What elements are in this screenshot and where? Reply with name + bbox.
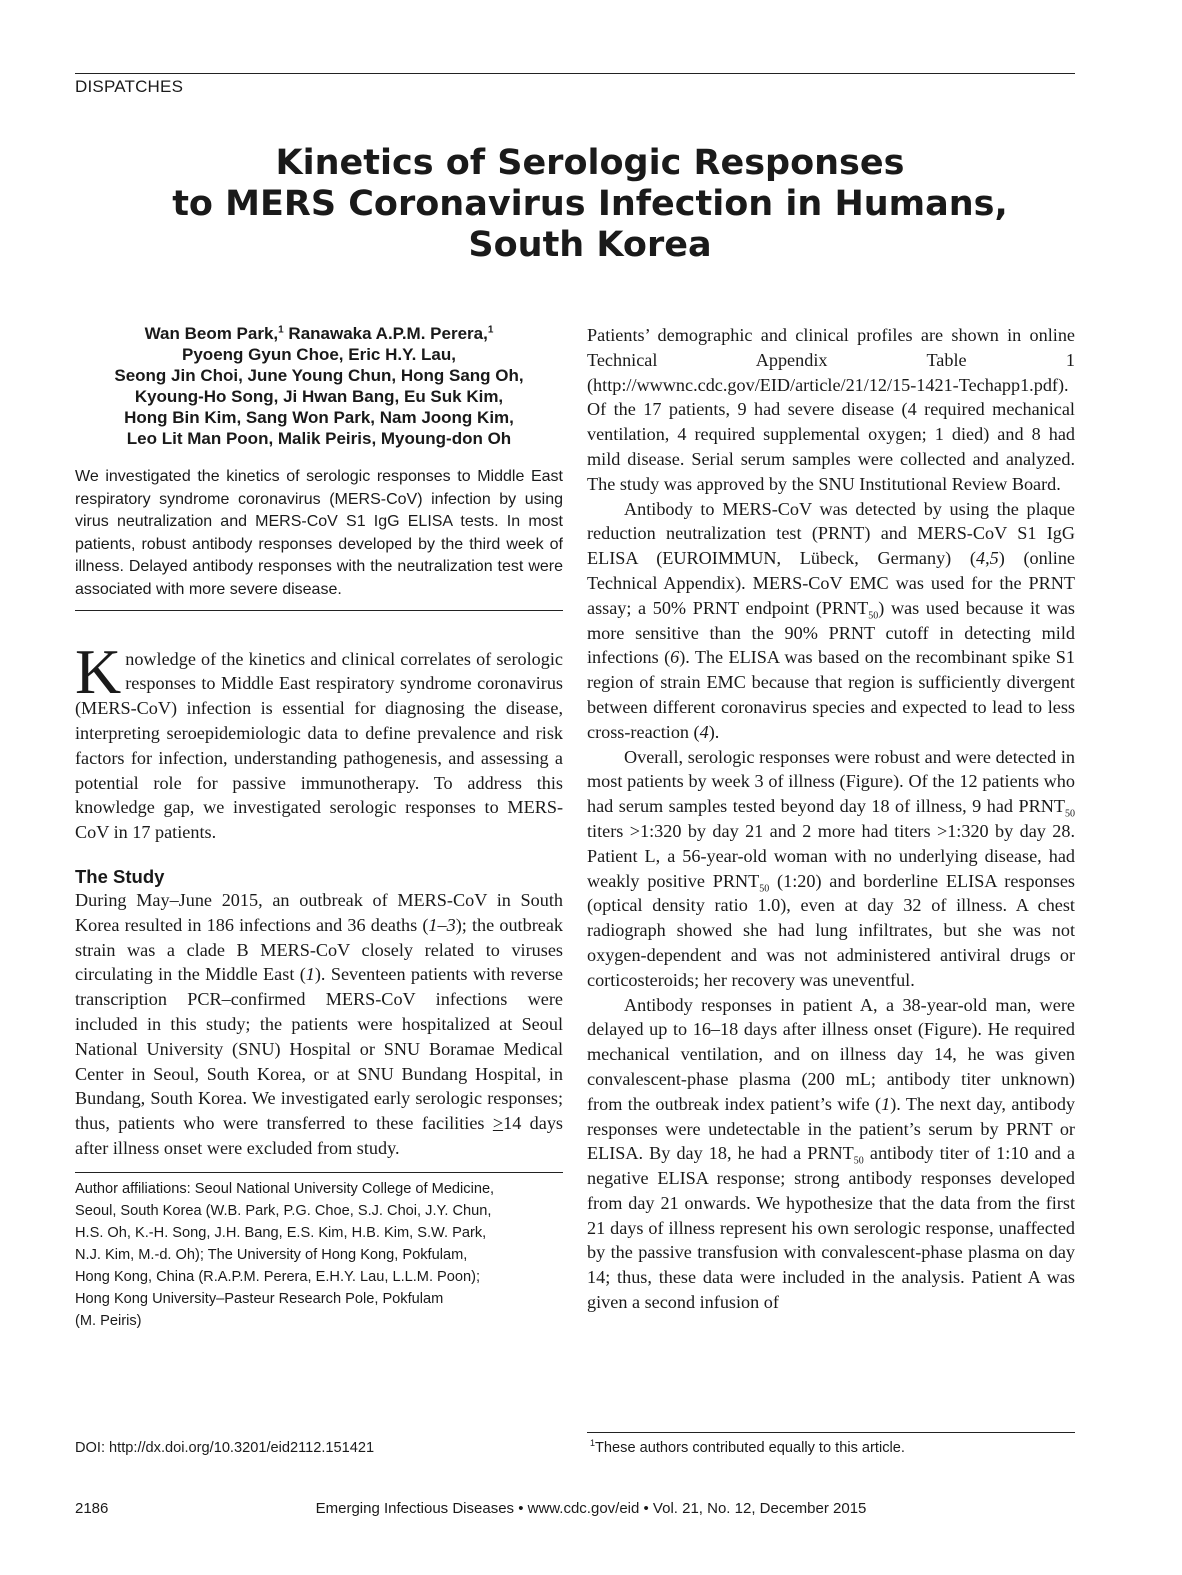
body-text: Antibody responses in patient A, a 38-year-old man, were delayed up to 16–18 days after illness onset (Figure). He required mechanical ventilation, and on illness day 14, he was given convalescent-phase plasma (200 mL; antibody titer unknown) from the outbreak index patient’s wife (	[587, 994, 1075, 1114]
author-perera: Ranawaka A.P.M. Perera,	[283, 324, 488, 343]
body-paragraph-3	[587, 745, 1075, 993]
footnote-rule	[587, 1432, 1075, 1433]
author-line-3: Seong Jin Choi, June Young Chun, Hong Sang Oh,	[114, 366, 524, 385]
affiliation-line: (M. Peiris)	[75, 1313, 142, 1330]
body-text: ). The ELISA was based on the recombinant spike S1 region of strain EMC because that region is sufficiently divergent between different coronavirus species and expected to lead to less cross-reaction (	[587, 647, 1075, 742]
drop-cap: K	[75, 635, 122, 707]
affiliation-line: N.J. Kim, M.-d. Oh); The University of Hong Kong, Pokfulam,	[75, 1246, 468, 1263]
subscript: 50	[853, 1155, 864, 1167]
body-text: ) (online Technical Appendix). MERS-CoV EMC was used for the PRNT assay; a 50% PRNT endpoint (PRNT	[587, 548, 1075, 618]
study-text-c: ). Seventeen patients with reverse transcription PCR–confirmed MERS-CoV infections were included in this study; the patients were hospitalized at Seoul National University (SNU) Hospital or SNU Boramae Medical Center in Seoul, South Korea, or at SNU Bundang Hospital, in Bundang, South Korea. We investigated early serologic responses; thus, patients who were transferred to these facilities	[75, 964, 564, 1134]
affiliation-line: Author affiliations: Seoul National University College of Medicine,	[75, 1180, 495, 1197]
journal-footer: Emerging Infectious Diseases • www.cdc.gov/eid • Vol. 21, No. 12, December 2015	[315, 1500, 867, 1517]
greater-equal-sign: >	[492, 1113, 504, 1134]
right-column	[587, 323, 1075, 1315]
body-paragraph-2	[587, 497, 1075, 745]
body-text: Overall, serologic responses were robust and were detected in most patients by week 3 of illness (Figure). Of the 12 patients who had serum samples tested beyond day 18 of illness, 9 had PRNT	[587, 746, 1075, 817]
reference-link[interactable]: 4	[975, 548, 986, 569]
page-number: 2186	[75, 1500, 109, 1517]
title-line-2: to MERS Coronavirus Infection in Humans,	[172, 184, 1008, 224]
author-line-2: Pyoeng Gyun Choe, Eric H.Y. Lau,	[182, 345, 456, 364]
author-affiliations	[75, 1178, 563, 1333]
author-line-6: Leo Lit Man Poon, Malik Peiris, Myoung-don Oh	[126, 429, 512, 448]
study-text-d: 14 days after illness onset were excluded from study.	[75, 1113, 563, 1158]
reference-link[interactable]: 1	[305, 964, 315, 985]
footnote	[590, 1438, 905, 1456]
doi-link[interactable]: DOI: http://dx.doi.org/10.3201/eid2112.151421	[75, 1440, 375, 1456]
intro-text: nowledge of the kinetics and clinical correlates of serologic responses to Middle East respiratory syndrome coronavirus (MERS-CoV) infection is essential for diagnosing the disease, interpreting seroepidemiologic data to define prevalence and risk factors for infection, understanding pathogenesis, and assessing a potential role for passive immunotherapy. To address this knowledge gap, we investigated serologic responses to MERS-CoV in 17 patients.	[75, 648, 563, 843]
study-paragraph	[75, 888, 563, 1161]
article-title	[90, 143, 1090, 266]
author-line-1	[75, 323, 563, 344]
abstract: We investigated the kinetics of serologic responses to Middle East respiratory syndrome coronavirus (MERS-CoV) infection by using virus neutralization and MERS-CoV S1 IgG ELISA tests. In most patients, robust antibody responses developed by the third week of illness. Delayed antibody responses with the neutralization test were associated with more severe disease.	[75, 468, 563, 598]
reference-link[interactable]: 4	[699, 721, 709, 742]
subscript: 50	[868, 610, 879, 622]
study-heading: The Study	[75, 865, 165, 887]
body-text: (1:20) and borderline ELISA responses (optical density ratio 1.0), even at day 32 of illness. A chest radiograph showed she had lung infiltrates, but she was not oxygen-dependent and was not administered antiviral drugs or corticosteroids; her recovery was uneventful.	[587, 870, 1075, 990]
abstract-rule	[75, 610, 563, 611]
body-paragraph-4	[587, 993, 1075, 1315]
reference-link[interactable]: 5	[989, 548, 999, 569]
study-text-b: ); the outbreak strain was a clade B MERS-CoV closely related to viruses circulating in the Middle East (	[75, 914, 563, 985]
body-text: antibody titer of 1:10 and a negative ELISA response; strong antibody responses developed from day 21 onwards. We hypothesize that the data from the first 21 days of illness represent his own serologic response, unaffected by the passive transfusion with convalescent-phase plasma on day 14; thus, these data were included in the analysis. Patient A was given a second infusion of	[587, 1143, 1075, 1313]
body-text: ). The next day, antibody responses were undetectable in the patient’s serum by PRNT or ELISA. By day 18, he had a PRNT	[587, 1093, 1076, 1164]
body-text: titers >1:320 by day 21 and 2 more had titers >1:320 by day 28. Patient L, a 56-year-old woman with no underlying disease, had weakly positive PRNT	[587, 820, 1075, 891]
intro-paragraph	[75, 635, 563, 845]
affiliation-line: Hong Kong University–Pasteur Research Pole, Pokfulam	[75, 1291, 444, 1308]
footnote-text: These authors contributed equally to this article.	[595, 1439, 905, 1456]
author-park-footnote-mark: 1	[278, 324, 284, 336]
body-paragraph-1: Patients’ demographic and clinical profiles are shown in online Technical Appendix Table 1 (http://wwwnc.cdc.gov/EID/article/21/12/15-1421-Techapp1.pdf). Of the 17 patients, 9 had severe disease (4 required mechanical ventilation, 4 required supplemental oxygen; 1 died) and 8 had mild disease. Serial serum samples were collected and analyzed. The study was approved by the SNU Institutional Review Board.	[587, 325, 1075, 494]
body-text: ,	[985, 548, 990, 569]
subscript: 50	[1065, 808, 1075, 820]
section-label: DISPATCHES	[75, 77, 184, 96]
reference-link[interactable]: 6	[670, 647, 680, 668]
affiliation-line: H.S. Oh, K.-H. Song, J.H. Bang, E.S. Kim, H.B. Kim, S.W. Park,	[75, 1224, 487, 1241]
body-text: Antibody to MERS-CoV was detected by using the plaque reduction neutralization test (PRNT) and MERS-CoV S1 IgG ELISA (EUROIMMUN, Lübeck, Germany) (	[587, 498, 1075, 569]
header-rule	[75, 73, 1075, 74]
left-column	[75, 323, 563, 1332]
author-line-5: Hong Bin Kim, Sang Won Park, Nam Joong Kim,	[124, 408, 514, 427]
affiliations-rule	[75, 1172, 563, 1173]
study-text-a: During May–June 2015, an outbreak of MERS-CoV in South Korea resulted in 186 infections and 36 deaths (	[75, 889, 563, 935]
affiliation-line: Seoul, South Korea (W.B. Park, P.G. Choe, S.J. Choi, J.Y. Chun,	[75, 1202, 492, 1219]
author-park: Wan Beom Park,	[144, 324, 279, 343]
affiliation-line: Hong Kong, China (R.A.P.M. Perera, E.H.Y. Lau, L.L.M. Poon);	[75, 1269, 481, 1286]
reference-link[interactable]: 1	[881, 1093, 891, 1114]
subscript: 50	[759, 883, 770, 895]
body-text: ).	[708, 721, 720, 742]
reference-link[interactable]: 1–3	[428, 914, 456, 935]
title-line-1: Kinetics of Serologic Responses	[275, 143, 905, 183]
author-perera-footnote-mark: 1	[487, 324, 494, 336]
author-list	[75, 323, 563, 449]
footnote-mark: 1	[590, 1438, 596, 1448]
title-line-3: South Korea	[468, 225, 712, 265]
body-text: ) was used because it was more sensitive than the 90% PRNT cutoff in detecting mild infections (	[587, 597, 1075, 668]
author-line-4: Kyoung-Ho Song, Ji Hwan Bang, Eu Suk Kim,	[134, 387, 504, 406]
